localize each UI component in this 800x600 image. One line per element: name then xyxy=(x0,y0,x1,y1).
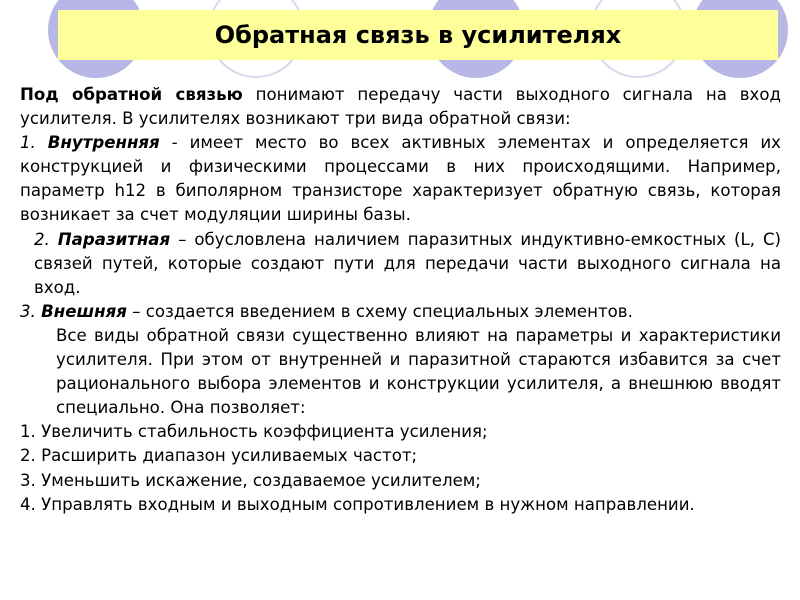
slide-title: Обратная связь в усилителях xyxy=(214,21,622,49)
list-item: 4. Управлять входным и выходным сопротивлением в нужном направлении. xyxy=(20,494,695,514)
title-banner xyxy=(58,10,778,60)
list-item: 3. Уменьшить искажение, создаваемое усилителем; xyxy=(20,470,481,490)
item2-term: Паразитная xyxy=(57,229,171,249)
item1-text: - имеет место во всех активных элементах и определяется их конструкцией и физическими процессами в них происходящими. Например, параметр h12 в биполярном транзисторе характеризует обратную связь, которая возникает за счет модуляции ширины базы. xyxy=(20,133,781,225)
type-parasitic xyxy=(20,228,781,300)
item1-term: Внутренняя xyxy=(47,133,160,153)
item3-number: 3. xyxy=(20,301,42,321)
intro-term: Под обратной связью xyxy=(20,85,243,104)
item3-text: – создается введением в схему специальных элементов. xyxy=(126,301,633,321)
type-external xyxy=(20,300,781,324)
list-item: 1. Увеличить стабильность коэффициента усиления; xyxy=(20,422,488,442)
list-item: 2. Расширить диапазон усиливаемых частот; xyxy=(20,446,418,466)
type-internal xyxy=(20,131,781,227)
intro-paragraph xyxy=(20,83,781,131)
intro-text: понимают передачу части выходного сигнала на вход усилителя. В усилителях возникают три вида обратной связи: xyxy=(20,85,781,129)
item2-number: 2. xyxy=(34,229,58,249)
item3-term: Внешняя xyxy=(41,301,127,321)
item1-number: 1. xyxy=(20,133,48,153)
slide-body xyxy=(20,83,781,517)
item2-text: – обусловлена наличием паразитных индуктивно-емкостных (L, C) связей путей, которые создают пути для передачи части выходного сигнала на вход. xyxy=(34,229,782,297)
summary-paragraph: Все виды обратной связи существенно влияют на параметры и характеристики усилителя. При этом от внутренней и паразитной стараются избавится за счет рационального выбора элементов и конструкции усилителя, а внешнюю вводят специально. Она позволяет: xyxy=(56,325,781,418)
